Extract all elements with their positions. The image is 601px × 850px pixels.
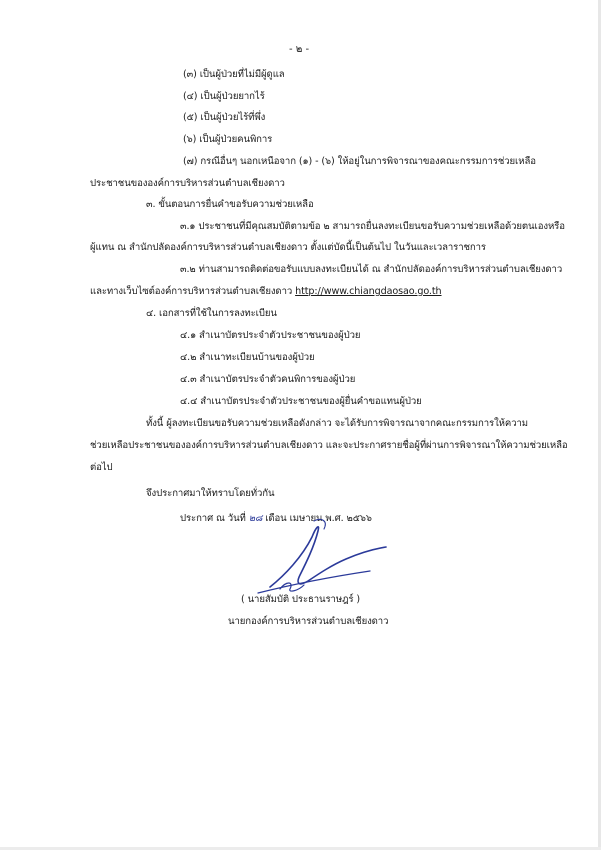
announcement: จึงประกาศมาให้ทราบโดยทั่วกัน <box>146 488 275 499</box>
paragraph-3-1: ๓.๑ ประชาชนที่มีคุณสมบัติตามข้อ ๒ สามารถยื่นลงทะเบียนขอรับความช่วยเหลือด้วยตนเองหรือ <box>180 221 565 232</box>
closing-line-1: ทั้งนี้ ผู้ลงทะเบียนขอรับความช่วยเหลือดังกล่าว จะได้รับการพิจารณาจากคณะกรรมการให้ความ <box>146 418 528 429</box>
document-item-3: ๔.๓ สำเนาบัตรประจำตัวคนพิการของผู้ป่วย <box>180 374 356 385</box>
list-item-7: (๗) กรณีอื่นๆ นอกเหนือจาก (๑) - (๖) ให้อยู่ในการพิจารณาของคณะกรรมการช่วยเหลือ <box>183 156 536 167</box>
list-item-3: (๓) เป็นผู้ป่วยที่ไม่มีผู้ดูแล <box>183 69 285 80</box>
handwritten-signature <box>250 515 390 600</box>
section-3-heading: ๓. ขั้นตอนการยื่นคำขอรับความช่วยเหลือ <box>146 199 314 210</box>
website-link[interactable]: http://www.chiangdaosao.go.th <box>295 286 442 297</box>
signatory-name: ( นายสัมบัติ ประธานราษฎร์ ) <box>241 594 361 605</box>
list-item-4: (๔) เป็นผู้ป่วยยากไร้ <box>183 91 265 102</box>
document-item-4: ๔.๔ สำเนาบัตรประจำตัวประชาชนของผู้ยื่นคำขอแทนผู้ป่วย <box>180 396 422 407</box>
paragraph-3-2: ๓.๒ ท่านสามารถติดต่อขอรับแบบลงทะเบียนได้ ณ สำนักปลัดองค์การบริหารส่วนตำบลเชียงดาว <box>180 264 563 275</box>
section-4-heading: ๔. เอกสารที่ใช้ในการลงทะเบียน <box>146 308 277 319</box>
list-item-6: (๖) เป็นผู้ป่วยคนพิการ <box>183 134 273 145</box>
page-number: - ๒ - <box>289 44 310 55</box>
document-item-2: ๔.๒ สำเนาทะเบียนบ้านของผู้ป่วย <box>180 352 315 363</box>
document-item-1: ๔.๑ สำเนาบัตรประจำตัวประชาชนของผู้ป่วย <box>180 330 361 341</box>
closing-line-3: ต่อไป <box>90 462 113 473</box>
signatory-title: นายกองค์การบริหารส่วนตำบลเชียงดาว <box>228 616 389 627</box>
date-suffix: เดือน เมษายน พ.ศ. ๒๕๖๖ <box>265 513 372 524</box>
closing-line-2: ช่วยเหลือประชาชนขององค์การบริหารส่วนตำบลเชียงดาว และจะประกาศรายชื่อผู้ที่ผ่านการพิจารณาให้ความช่วยเหลือ <box>90 440 568 451</box>
list-item-7-cont: ประชาชนขององค์การบริหารส่วนตำบลเชียงดาว <box>90 178 285 189</box>
date-day: ๒๘ <box>248 513 263 524</box>
paragraph-3-1-cont: ผู้แทน ณ สำนักปลัดองค์การบริหารส่วนตำบลเชียงดาว ตั้งแต่บัดนี้เป็นต้นไป ในวันและเวลาราชการ <box>90 242 486 253</box>
list-item-5: (๕) เป็นผู้ป่วยไร้ที่พึ่ง <box>183 112 266 123</box>
paragraph-3-2-cont <box>90 285 442 298</box>
paragraph-3-2-text: และทางเว็บไซต์องค์การบริหารส่วนตำบลเชียงดาว <box>90 286 293 297</box>
date-prefix: ประกาศ ณ วันที่ <box>180 513 246 524</box>
